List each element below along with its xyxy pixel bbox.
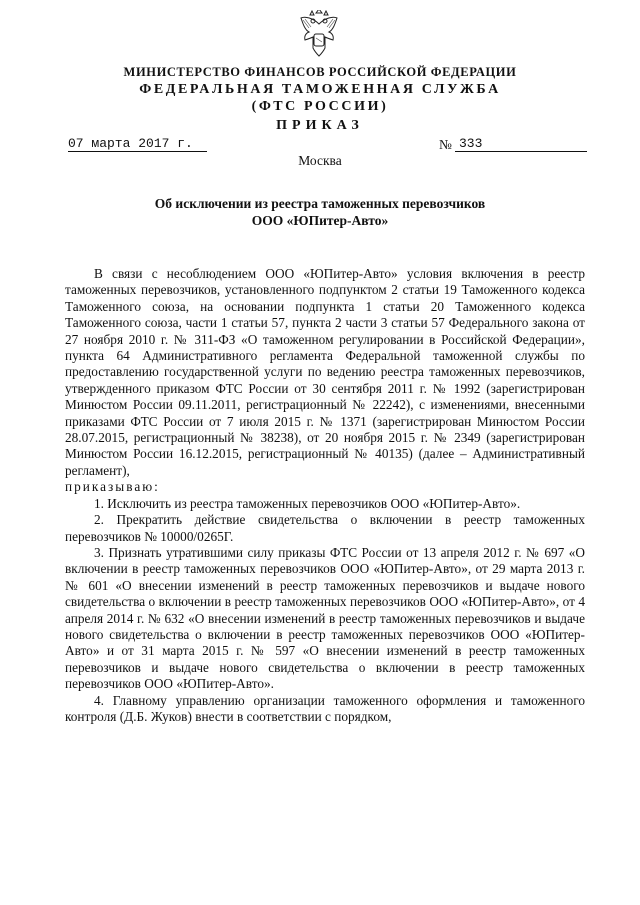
preamble-paragraph: В связи с несоблюдением ООО «ЮПитер-Авто» условия включения в реестр таможенных перевозчиков, установленного подпунктом 2 статьи 19 Таможенного кодекса Таможенного союза, на основании подпункта 1 статьи 20 Таможенного кодекса Таможенного союза, части 1 статьи 57, пункта 2 части 3 статьи 57 Федерального закона от 27 ноября 2010 г. № 311-ФЗ «О таможенном регулировании в Российской Федерации», пункта 64 Административного регламента Федеральной таможенной службы по предоставлению государственной услуги по ведению реестра таможенных перевозчиков, утвержденного приказом ФТС России от 30 сентября 2011 г. № 1992 (зарегистрирован Минюстом России 09.11.2011, регистрационный № 22242), с изменениями, внесенными приказами ФТС России от 7 июля 2015 г. № 1371 (зарегистрирован Минюстом России 28.07.2015, регистрационный № 38238), от 20 ноября 2015 г. № 2349 (зарегистрирован Минюстом России 16.12.2015, регистрационный № 40135) (далее – Административный регламент), [65,266,585,478]
order-item-3: 3. Признать утратившими силу приказы ФТС России от 13 апреля 2012 г. № 697 «О включении в реестр таможенных перевозчиков ООО «ЮПитер-Авто», от 29 марта 2013 г. № 601 «О внесении изменений в реестр таможенных перевозчиков и выдаче нового свидетельства о включении в реестр таможенных перевозчиков ООО «ЮПитер-Авто», от 4 апреля 2014 г. № 632 «О внесении изменений в реестр таможенных перевозчиков и выдаче нового свидетельства о включении в реестр таможенных перевозчиков ООО «ЮПитер-Авто» и от 31 марта 2015 г. № 597 «О внесении изменений в реестр таможенных перевозчиков и выдаче нового свидетельства о включении в реестр таможенных перевозчиков ООО «ЮПитер-Авто». [65,544,585,692]
ministry-name: МИНИСТЕРСТВО ФИНАНСОВ РОССИЙСКОЙ ФЕДЕРАЦИИ [123,65,517,79]
state-emblem-icon [299,10,339,58]
number-sign: № [439,137,452,152]
order-item-1: 1. Исключить из реестра таможенных перевозчиков ООО «ЮПитер-Авто». [94,495,521,511]
order-item-4: 4. Главному управлению организации таможенного оформления и таможенного контроля (Д.Б. Жуков) внести в соответствии с порядком, [65,692,585,724]
service-name: ФЕДЕРАЛЬНАЯ ТАМОЖЕННАЯ СЛУЖБА [139,82,501,97]
title-line-2: ООО «ЮПитер-Авто» [251,213,389,228]
order-number-field [455,137,587,152]
order-number: 333 [459,136,483,151]
document-body [65,266,585,725]
service-abbreviation: (ФТС РОССИИ) [251,99,389,114]
city: Москва [298,153,342,168]
title-line-1: Об исключении из реестра таможенных перевозчиков [154,196,486,211]
document-type: ПРИКАЗ [276,118,364,133]
order-date-field [68,137,207,152]
order-date: 07 марта 2017 г. [68,136,193,151]
document-title [60,195,580,229]
order-item-2: 2. Прекратить действие свидетельства о включении в реестр таможенных перевозчиков № 10000/0265Г. [65,512,585,544]
order-word: приказываю: [65,479,160,495]
